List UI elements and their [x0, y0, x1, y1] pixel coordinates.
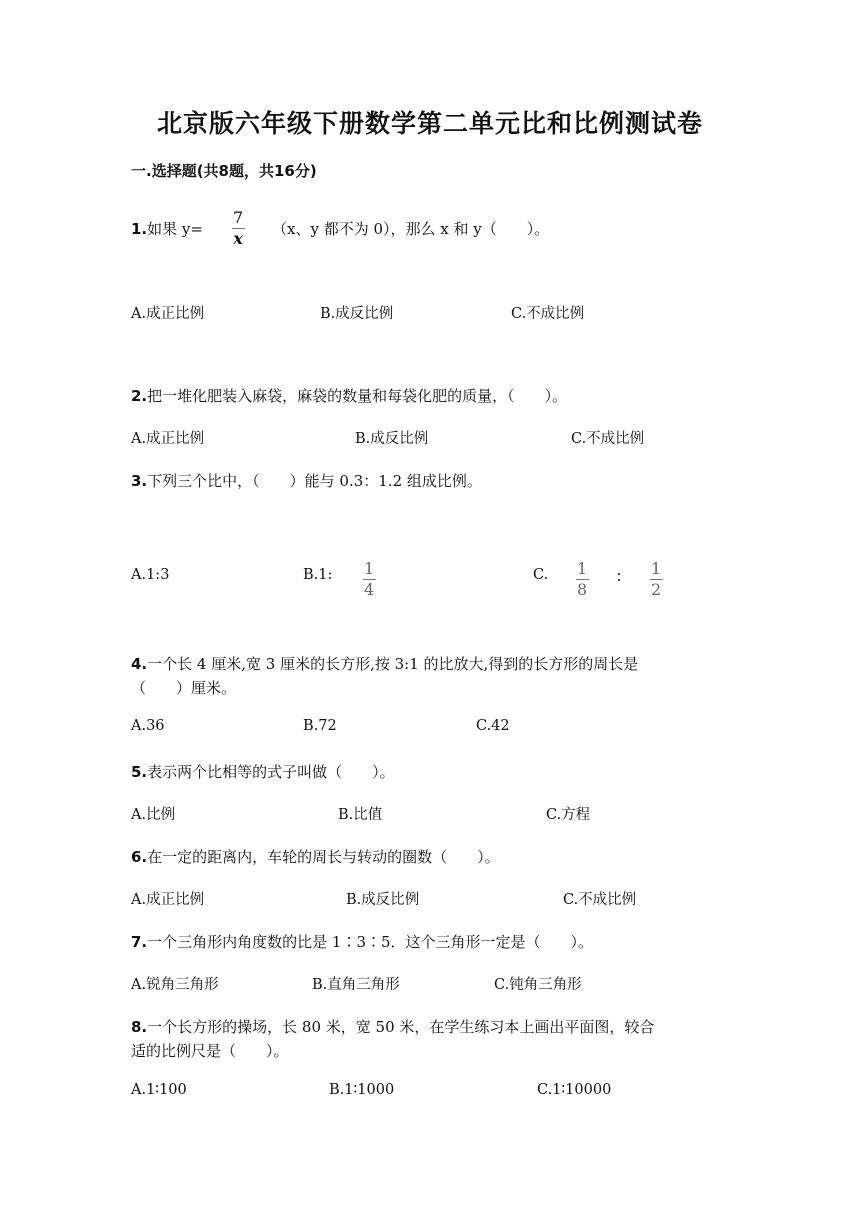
question-2-number: 2. [131, 387, 148, 405]
question-4-option-c[interactable]: C.42 [476, 718, 510, 734]
question-6-option-c[interactable]: C.不成比例 [563, 892, 637, 908]
fraction-denominator: x [233, 229, 243, 248]
question-4-option-a[interactable]: A.36 [131, 718, 165, 734]
fraction-numerator: 1 [651, 559, 662, 578]
question-3-option-a[interactable]: A.1:3 [131, 567, 170, 583]
question-1-option-b[interactable]: B.成反比例 [320, 306, 394, 322]
question-3-option-c-fraction-1 [575, 561, 589, 598]
question-6-body: 在一定的距离内，车轮的周长与转动的圈数（ ）。 [147, 848, 500, 866]
question-5-option-a[interactable]: A.比例 [131, 807, 176, 823]
question-8-option-b[interactable]: B.1∶1000 [329, 1082, 395, 1098]
question-8-option-a[interactable]: A.1∶100 [131, 1082, 187, 1098]
question-3-text [131, 470, 482, 491]
question-3-option-b[interactable]: B.1: [303, 567, 333, 583]
question-2-option-a[interactable]: A.成正比例 [131, 431, 205, 447]
question-8-text-line1 [131, 1016, 654, 1037]
question-7-option-c[interactable]: C.钝角三角形 [494, 977, 582, 993]
question-4-text-line2: （ ）厘米。 [131, 679, 237, 697]
page-title: 北京版六年级下册数学第二单元比和比例测试卷 [156, 109, 703, 138]
question-4-body: 一个长 4 厘米,宽 3 厘米的长方形,按 3:1 的比放大,得到的长方形的周长是 [147, 655, 639, 673]
question-1-text-after: （x、y 都不为 0），那么 x 和 y（ ）。 [272, 220, 550, 238]
question-7-option-a[interactable]: A.锐角三角形 [131, 977, 219, 993]
question-5-body: 表示两个比相等的式子叫做（ ）。 [147, 763, 395, 781]
question-1-option-c[interactable]: C.不成比例 [511, 306, 585, 322]
question-2-body: 把一堆化肥装入麻袋，麻袋的数量和每袋化肥的质量，（ ）。 [147, 387, 568, 405]
question-6-number: 6. [131, 848, 148, 866]
question-8-number: 8. [131, 1018, 148, 1036]
question-5-text [131, 761, 395, 782]
question-4-number: 4. [131, 655, 148, 673]
question-3-option-c[interactable]: C. [533, 567, 549, 583]
question-5-option-b[interactable]: B.比值 [338, 807, 383, 823]
fraction-numerator: 1 [577, 559, 588, 578]
question-2-option-b[interactable]: B.成反比例 [355, 431, 429, 447]
section-heading: 一.选择题(共8题，共16分) [131, 162, 317, 180]
question-1-fraction [231, 210, 245, 247]
question-7-text [131, 931, 593, 952]
question-8-text-line2: 适的比例尺是（ ）。 [131, 1042, 289, 1060]
question-5-number: 5. [131, 763, 148, 781]
question-7-body: 一个三角形内角度数的比是 1∶3∶5．这个三角形一定是（ ）。 [147, 933, 594, 951]
fraction-denominator: 2 [651, 580, 662, 599]
question-7-option-b[interactable]: B.直角三角形 [312, 977, 400, 993]
question-1-number: 1. [131, 220, 148, 238]
question-2-option-c[interactable]: C.不成比例 [571, 431, 645, 447]
question-6-text [131, 846, 500, 867]
question-3-body: 下列三个比中，（ ）能与 0.3：1.2 组成比例。 [147, 472, 482, 490]
question-3-number: 3. [131, 472, 148, 490]
question-6-option-a[interactable]: A.成正比例 [131, 892, 205, 908]
question-4-option-b[interactable]: B.72 [303, 718, 337, 734]
question-1-text [131, 218, 203, 239]
fraction-denominator: 8 [577, 580, 588, 599]
question-7-number: 7. [131, 933, 148, 951]
question-3-ratio-colon: ∶ [617, 568, 621, 586]
question-1-text-before: 如果 y= [147, 220, 203, 238]
question-5-option-c[interactable]: C.方程 [546, 807, 591, 823]
fraction-denominator: 4 [364, 580, 375, 599]
question-8-option-c[interactable]: C.1∶10000 [537, 1082, 612, 1098]
question-3-option-c-fraction-2 [649, 561, 663, 598]
question-6-option-b[interactable]: B.成反比例 [346, 892, 420, 908]
fraction-numerator: 1 [364, 559, 375, 578]
question-4-text-line1 [131, 653, 638, 674]
question-1-option-a[interactable]: A.成正比例 [131, 306, 205, 322]
question-8-body: 一个长方形的操场，长 80 米，宽 50 米，在学生练习本上画出平面图，较合 [147, 1018, 655, 1036]
question-2-text [131, 385, 567, 406]
question-3-option-b-fraction [362, 561, 376, 598]
fraction-numerator: 7 [233, 208, 244, 227]
